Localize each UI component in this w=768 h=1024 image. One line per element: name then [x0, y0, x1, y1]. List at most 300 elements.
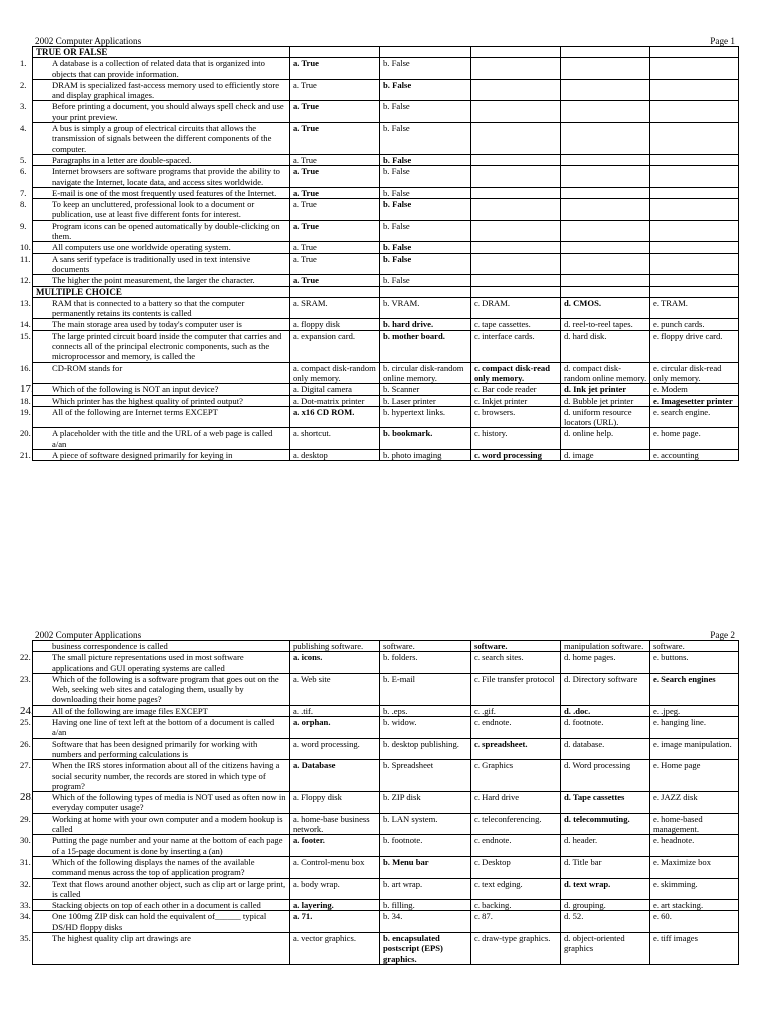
option-c: c. 87. — [471, 911, 561, 933]
question-text: A piece of software designed primarily for keying in — [52, 449, 233, 460]
question-text: A sans serif typeface is traditionally used in text intensive documents — [52, 253, 251, 274]
option-b: b. encapsulated postscript (EPS) graphics. — [380, 933, 471, 965]
question-content — [20, 760, 287, 791]
section-title: TRUE OR FALSE — [33, 47, 290, 58]
question-row — [33, 362, 739, 384]
option-b: b. Spreadsheet — [380, 760, 471, 792]
empty-cell — [471, 187, 561, 198]
option-b: b. circular disk-random online memory. — [380, 362, 471, 384]
empty-cell — [471, 58, 561, 80]
question-number: 16. — [20, 362, 31, 373]
question-text: business correspondence is called — [52, 641, 168, 651]
question-row — [33, 428, 739, 450]
question-row — [33, 705, 739, 716]
question-number: 28. — [20, 791, 34, 804]
question-number: 22. — [20, 652, 31, 663]
option-b: b. mother board. — [380, 330, 471, 362]
option-a: a. Web site — [290, 673, 380, 705]
question-number: 23. — [20, 673, 31, 684]
question-number: 3. — [20, 101, 27, 112]
option-c: c. text edging. — [471, 878, 561, 900]
option-b: software. — [380, 641, 471, 652]
question-row — [33, 187, 739, 198]
question-content — [20, 428, 287, 449]
option-a: a. floppy disk — [290, 319, 380, 330]
empty-cell — [471, 123, 561, 155]
option-d: d. reel-to-reel tapes. — [561, 319, 650, 330]
question-text-cell — [20, 900, 290, 911]
question-number: 5. — [20, 154, 27, 165]
question-row — [33, 835, 739, 857]
empty-cell — [290, 47, 380, 58]
question-table — [20, 640, 739, 965]
option-b: b. False — [380, 199, 471, 221]
option-c: c. Desktop — [471, 856, 561, 878]
option-d: d. grouping. — [561, 900, 650, 911]
question-number: 17. — [20, 383, 34, 396]
question-text-cell — [33, 641, 290, 652]
option-b: b. E-mail — [380, 673, 471, 705]
question-text-cell — [20, 704, 290, 717]
option-a: a. Control-menu box — [290, 856, 380, 878]
empty-cell — [650, 275, 739, 286]
option-c: c. DRAM. — [471, 297, 561, 319]
document-title: 2002 Computer Applications — [35, 630, 142, 640]
empty-cell — [561, 101, 650, 123]
question-text-cell — [20, 330, 290, 362]
option-e: e. .jpeg. — [650, 705, 739, 716]
question-row — [33, 101, 739, 123]
option-d: d. text wrap. — [561, 878, 650, 900]
question-row — [33, 738, 739, 760]
option-a: a. True — [290, 220, 380, 242]
option-c: c. Inkjet printer — [471, 395, 561, 406]
multiple-choice-header — [33, 286, 739, 297]
empty-cell — [290, 286, 380, 297]
question-text: The large printed circuit board inside the computer that carries and connects all of the principal electronic components, such as the microprocessor and memory, is called the — [52, 330, 282, 362]
question-content — [20, 101, 287, 122]
question-text-cell — [20, 166, 290, 188]
question-content — [20, 187, 287, 198]
question-number: 15. — [20, 330, 31, 341]
question-number: 24. — [20, 704, 34, 717]
empty-cell — [650, 79, 739, 101]
option-a: a. 71. — [290, 911, 380, 933]
question-text: CD-ROM stands for — [52, 362, 123, 373]
question-text: All of the following are Internet terms EXCEPT — [52, 406, 218, 417]
question-text-cell — [20, 760, 290, 792]
question-content — [20, 123, 287, 154]
question-row — [33, 242, 739, 253]
question-text-cell — [20, 362, 290, 384]
empty-cell — [471, 101, 561, 123]
empty-cell — [471, 166, 561, 188]
question-number: 21. — [20, 449, 31, 460]
option-a: a. shortcut. — [290, 428, 380, 450]
option-a: a. vector graphics. — [290, 933, 380, 965]
option-c: c. Hard drive — [471, 792, 561, 814]
option-a: a. x16 CD ROM. — [290, 406, 380, 428]
empty-cell — [471, 154, 561, 165]
option-b: b. False — [380, 123, 471, 155]
option-b: b. False — [380, 101, 471, 123]
question-number: 27. — [20, 760, 31, 771]
question-content — [20, 813, 287, 835]
question-text-cell — [20, 652, 290, 674]
option-c: c. File transfer protocol — [471, 673, 561, 705]
question-text: When the IRS stores information about all of the citizens having a social security number, the records are stored in which type of program? — [52, 760, 280, 791]
question-text-cell — [20, 58, 290, 80]
empty-cell — [561, 154, 650, 165]
question-content — [20, 362, 287, 373]
question-row — [33, 717, 739, 739]
option-e: e. accounting — [650, 449, 739, 460]
option-d: d. 52. — [561, 911, 650, 933]
option-a: publishing software. — [290, 641, 380, 652]
question-text-cell — [20, 123, 290, 155]
option-e: e. Maximize box — [650, 856, 739, 878]
option-b: b. hypertext links. — [380, 406, 471, 428]
question-text-cell — [20, 383, 290, 396]
question-text-cell — [20, 738, 290, 760]
option-b: b. filling. — [380, 900, 471, 911]
question-row — [33, 652, 739, 674]
question-text: E-mail is one of the most frequently used features of the Internet. — [52, 187, 277, 198]
option-d: d. Directory software — [561, 673, 650, 705]
option-c: c. .gif. — [471, 705, 561, 716]
option-c: c. word processing — [471, 449, 561, 460]
option-a: a. True — [290, 79, 380, 101]
question-number: 9. — [20, 220, 27, 231]
question-text-cell — [20, 297, 290, 319]
page-number: Page 1 — [710, 36, 735, 46]
question-content — [20, 79, 287, 101]
question-row — [33, 79, 739, 101]
question-text-cell — [20, 154, 290, 165]
empty-cell — [650, 123, 739, 155]
question-number: 8. — [20, 199, 27, 210]
option-a: a. Dot-matrix printer — [290, 395, 380, 406]
question-number: 12. — [20, 275, 31, 286]
question-text: Which of the following is NOT an input device? — [52, 384, 219, 395]
question-text: Before printing a document, you should always spell check and use your print preview. — [52, 101, 284, 122]
question-text: To keep an uncluttered, professional look to a document or publication, use at least five different fonts for interest. — [52, 199, 255, 220]
question-text: DRAM is specialized fast-access memory used to efficiently store and display graphical images. — [52, 79, 280, 101]
option-b: b. folders. — [380, 652, 471, 674]
option-e: e. search engine. — [650, 406, 739, 428]
empty-cell — [650, 166, 739, 188]
question-text: Stacking objects on top of each other in a document is called — [52, 900, 261, 911]
continuation-row — [33, 641, 739, 652]
empty-cell — [471, 286, 561, 297]
question-content — [20, 878, 287, 900]
option-d: d. Bubble jet printer — [561, 395, 650, 406]
option-c: c. search sites. — [471, 652, 561, 674]
question-text-cell — [20, 187, 290, 198]
question-number: 33. — [20, 900, 31, 911]
question-row — [33, 933, 739, 965]
empty-cell — [650, 242, 739, 253]
empty-cell — [380, 47, 471, 58]
question-content — [20, 319, 287, 330]
question-text-cell — [20, 79, 290, 101]
option-d: d. .doc. — [561, 705, 650, 716]
option-e: e. floppy drive card. — [650, 330, 739, 362]
question-number: 31. — [20, 856, 31, 867]
option-c: c. tape cassettes. — [471, 319, 561, 330]
question-text: Program icons can be opened automatically by double-clicking on them. — [52, 220, 280, 242]
question-row — [33, 856, 739, 878]
question-number: 18. — [20, 395, 31, 406]
option-d: d. Word processing — [561, 760, 650, 792]
option-d: d. CMOS. — [561, 297, 650, 319]
question-content — [20, 911, 287, 932]
empty-cell — [561, 123, 650, 155]
option-e: e. circular disk-read only memory. — [650, 362, 739, 384]
question-text: Which printer has the highest quality of printed output? — [52, 395, 243, 406]
option-a: a. True — [290, 199, 380, 221]
option-b: b. desktop publishing. — [380, 738, 471, 760]
question-text-cell — [20, 791, 290, 814]
question-content — [20, 791, 287, 813]
option-b: b. LAN system. — [380, 813, 471, 835]
question-content — [20, 242, 287, 253]
option-d: d. hard disk. — [561, 330, 650, 362]
option-c: c. endnote. — [471, 835, 561, 857]
option-a: a. True — [290, 58, 380, 80]
option-e: e. Search engines — [650, 673, 739, 705]
question-row — [33, 395, 739, 406]
question-text: The main storage area used by today's computer user is — [52, 319, 242, 330]
question-text-cell — [20, 911, 290, 933]
question-text: Internet browsers are software programs that provide the ability to navigate the Internet, locate data, and access sites worldwide. — [52, 166, 280, 187]
option-a: a. expansion card. — [290, 330, 380, 362]
empty-cell — [561, 286, 650, 297]
question-content — [20, 154, 287, 165]
question-row — [33, 123, 739, 155]
question-row — [33, 911, 739, 933]
question-text-cell — [20, 395, 290, 406]
option-e: e. image manipulation. — [650, 738, 739, 760]
empty-cell — [471, 47, 561, 58]
option-c: software. — [471, 641, 561, 652]
question-row — [33, 878, 739, 900]
option-b: b. hard drive. — [380, 319, 471, 330]
option-d: d. Ink jet printer — [561, 384, 650, 395]
option-d: d. compact disk-random online memory. — [561, 362, 650, 384]
question-content — [20, 58, 287, 79]
question-text-cell — [20, 319, 290, 330]
question-number: 6. — [20, 166, 27, 177]
option-d: d. Title bar — [561, 856, 650, 878]
question-content — [20, 856, 287, 878]
question-text-cell — [20, 835, 290, 857]
option-e: e. art stacking. — [650, 900, 739, 911]
question-content — [20, 900, 287, 911]
question-number: 13. — [20, 297, 31, 308]
option-e: e. skimming. — [650, 878, 739, 900]
question-text: Text that flows around another object, such as clip art or large print, is called — [52, 878, 286, 899]
option-b: b. False — [380, 187, 471, 198]
option-a: a. True — [290, 242, 380, 253]
question-content — [20, 330, 287, 362]
option-e: e. JAZZ disk — [650, 792, 739, 814]
question-number: 32. — [20, 878, 31, 889]
option-a: a. Digital camera — [290, 384, 380, 395]
option-b: b. False — [380, 79, 471, 101]
question-text: Having one line of text left at the bottom of a document is called a/an — [52, 717, 275, 738]
option-a: a. True — [290, 275, 380, 286]
question-row — [33, 813, 739, 835]
option-b: b. 34. — [380, 911, 471, 933]
question-content — [20, 395, 287, 406]
question-row — [33, 199, 739, 221]
question-text-cell — [20, 242, 290, 253]
empty-cell — [380, 286, 471, 297]
option-d: d. online help. — [561, 428, 650, 450]
question-content — [20, 704, 287, 717]
question-number: 2. — [20, 79, 27, 90]
option-c: c. Graphics — [471, 760, 561, 792]
question-content — [20, 717, 287, 738]
question-row — [33, 297, 739, 319]
empty-cell — [650, 101, 739, 123]
option-b: b. False — [380, 275, 471, 286]
option-e: e. headnote. — [650, 835, 739, 857]
question-text: The higher the point measurement, the larger the character. — [52, 275, 255, 286]
option-c: c. draw-type graphics. — [471, 933, 561, 965]
question-number: 10. — [20, 242, 31, 253]
empty-cell — [561, 220, 650, 242]
option-e: e. hanging line. — [650, 717, 739, 739]
option-c: c. endnote. — [471, 717, 561, 739]
option-c: c. history. — [471, 428, 561, 450]
question-row — [33, 384, 739, 395]
option-b: b. False — [380, 58, 471, 80]
question-text: Working at home with your own computer and a modem hookup is called — [52, 813, 283, 835]
option-a: a. orphan. — [290, 717, 380, 739]
option-d: d. database. — [561, 738, 650, 760]
empty-cell — [561, 47, 650, 58]
question-row — [33, 319, 739, 330]
question-content — [20, 383, 287, 396]
option-e: e. buttons. — [650, 652, 739, 674]
option-e: e. home-based management. — [650, 813, 739, 835]
question-content — [20, 449, 287, 460]
section-title: MULTIPLE CHOICE — [33, 286, 290, 297]
question-text-cell — [20, 717, 290, 739]
option-b: b. art wrap. — [380, 878, 471, 900]
question-content — [20, 406, 287, 417]
question-text-cell — [20, 856, 290, 878]
question-number: 34. — [20, 911, 31, 922]
question-row — [33, 253, 739, 275]
question-number: 7. — [20, 187, 27, 198]
page-number: Page 2 — [710, 630, 735, 640]
question-row — [33, 58, 739, 80]
option-b: b. False — [380, 166, 471, 188]
option-b: b. False — [380, 253, 471, 275]
option-e: e. home page. — [650, 428, 739, 450]
question-content — [20, 673, 287, 705]
question-text: The small picture representations used in most software applications and GUI operating systems are called — [52, 652, 244, 673]
question-content — [20, 199, 287, 220]
option-e: e. 60. — [650, 911, 739, 933]
question-row — [33, 760, 739, 792]
empty-cell — [650, 154, 739, 165]
question-text-cell — [20, 220, 290, 242]
question-text-cell — [20, 673, 290, 705]
question-number: 35. — [20, 933, 31, 944]
question-row — [33, 792, 739, 814]
option-b: b. .eps. — [380, 705, 471, 716]
option-a: a. True — [290, 123, 380, 155]
empty-cell — [561, 253, 650, 275]
question-content — [20, 297, 287, 319]
option-e: e. tiff images — [650, 933, 739, 965]
option-c: c. browsers. — [471, 406, 561, 428]
question-content — [20, 220, 287, 242]
question-text-cell — [20, 253, 290, 275]
option-b: b. False — [380, 242, 471, 253]
question-content — [20, 835, 287, 856]
option-b: b. VRAM. — [380, 297, 471, 319]
question-text: Which of the following types of media is NOT used as often now in everyday computer usage? — [52, 792, 286, 813]
option-b: b. footnote. — [380, 835, 471, 857]
empty-cell — [561, 79, 650, 101]
question-number: 25. — [20, 717, 31, 728]
option-a: a. layering. — [290, 900, 380, 911]
option-e: e. TRAM. — [650, 297, 739, 319]
question-row — [33, 406, 739, 428]
option-c: c. compact disk-read only memory. — [471, 362, 561, 384]
option-a: a. Database — [290, 760, 380, 792]
option-b: b. Laser printer — [380, 395, 471, 406]
question-row — [33, 673, 739, 705]
question-row — [33, 900, 739, 911]
question-text: All of the following are image files EXCEPT — [52, 705, 208, 716]
true-false-header — [33, 47, 739, 58]
question-text: One 100mg ZIP disk can hold the equivalent of______ typical DS/HD floppy disks — [52, 911, 267, 932]
option-d: d. object-oriented graphics — [561, 933, 650, 965]
question-row — [33, 166, 739, 188]
page-2 — [0, 625, 768, 1024]
question-row — [33, 220, 739, 242]
option-a: a. True — [290, 253, 380, 275]
option-e: software. — [650, 641, 739, 652]
option-e: e. punch cards. — [650, 319, 739, 330]
question-number: 11. — [20, 253, 31, 264]
question-row — [33, 154, 739, 165]
empty-cell — [471, 79, 561, 101]
question-text: The highest quality clip art drawings are — [52, 933, 191, 944]
question-text: A bus is simply a group of electrical circuits that allows the transmission of signals between the different components of the computer. — [52, 123, 272, 154]
option-a: a. desktop — [290, 449, 380, 460]
question-row — [33, 330, 739, 362]
question-row — [33, 275, 739, 286]
option-a: a. True — [290, 166, 380, 188]
question-text: Putting the page number and your name at the bottom of each page of a 15-page document is done by inserting a (an) — [52, 835, 283, 856]
option-a: a. home-base business network. — [290, 813, 380, 835]
question-text-cell — [20, 275, 290, 286]
question-number: 30. — [20, 835, 31, 846]
question-text: Paragraphs in a letter are double-spaced. — [52, 154, 192, 165]
option-d: d. telecommuting. — [561, 813, 650, 835]
empty-cell — [561, 166, 650, 188]
question-text: Which of the following displays the names of the available command menus across the top of application program? — [52, 856, 255, 878]
question-content — [20, 275, 287, 286]
question-number: 4. — [20, 123, 27, 134]
